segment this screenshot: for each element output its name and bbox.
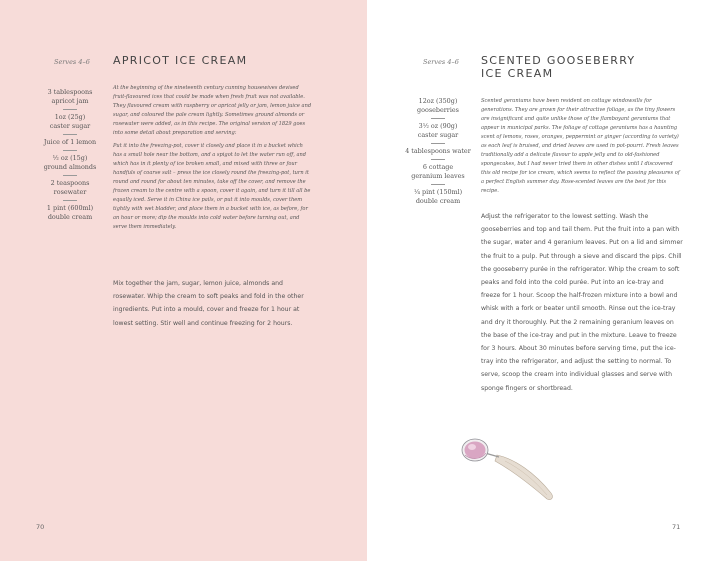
ice-cream-spoon-illustration-icon (455, 433, 575, 508)
ingredient-item: 2 teaspoons rosewater (50, 179, 90, 196)
recipe-title-line-2: ICE CREAM (481, 67, 554, 80)
ingredient-divider (431, 184, 445, 185)
recipe-method: Mix together the jam, sugar, lemon juice, almonds and rosewater. Whip the cream to soft peaks and fold in the other ingredients. Put into a mould, cover and freeze for 1 hour at lowest setting. Stir well and continue freezing for 2 hours. (113, 280, 304, 327)
ingredients-list (30, 88, 110, 222)
ingredient-item: 3½ oz (90g) caster sugar (417, 122, 459, 139)
serves-label: Serves 4–6 (54, 58, 90, 66)
intro-paragraph: At the beginning of the nineteenth century cunning housewives devised fruit-flavoured ices that could be made when fresh fruit was not available. They flavoured cream with raspberry or apricot jelly or jam, lemon juice and sugar, and coloured the pale cream lightly. Sometimes ground almonds or rosewater were added, as in this recipe. The original version of 1829 goes into some detail about preparation and serving: (113, 85, 312, 136)
ingredient-item: 12oz (350g) gooseberries (417, 97, 459, 114)
page-number: 71 (672, 523, 681, 531)
recipe-introduction (113, 84, 313, 236)
intro-paragraph: Scented geraniums have been resident on cottage windowsills for generations. They are grown for their attractive foliage, as the tiny flowers are insignificant and quite unlike those of the flamboyant geraniums that appear in municipal parks. The foliage of cottage geraniums has a haunting scent of lemons, roses, oranges, peppermint or ginger (according to variety) as each leaf is bruised, and dried leaves are used in pot-pourri. Fresh leaves traditionally add a delicate flavour to apple jelly and to old-fashioned spongecakes, but I had never tried them in other dishes until I discovered this old recipe for ice cream, which seems to reflect the passing pleasures of a perfect English summer day. Rose-scented leaves are the best for this recipe. (481, 98, 680, 194)
ingredient-item: 1oz (25g) caster sugar (49, 113, 91, 130)
ingredient-divider (431, 118, 445, 119)
ingredient-divider (63, 200, 77, 201)
ingredient-item: ¼ pint (150ml) double cream (413, 188, 463, 205)
recipe-title-line-1: SCENTED GOOSEBERRY (481, 54, 636, 67)
ingredient-divider (431, 159, 445, 160)
ingredient-divider (431, 143, 445, 144)
ingredient-item: 6 cottage geranium leaves (411, 163, 465, 180)
ingredients-list (401, 97, 475, 206)
ingredient-item: ½ oz (15g) ground almonds (43, 154, 97, 171)
right-page (367, 0, 710, 561)
ingredient-item: 1 pint (600ml) double cream (46, 204, 94, 221)
ingredient-divider (63, 150, 77, 151)
recipe-title (481, 54, 635, 80)
recipe-title: APRICOT ICE CREAM (113, 54, 248, 67)
historical-quote: Put it into the freezing-pot, cover it closely and place it in a bucket which has a small hole near the bottom, and a spigot to let the water run off, and which has in it plenty of ice broken small, and mixed with three or four handfuls of coarse salt – press the ice closely round the freezing-pot, turn it round and round for about ten minutes, take off the cover, and remove the frozen cream to the centre with a spoon, cover it again, and turn it till all be equally iced. Serve it in China ice pails, or put it into moulds, cover them tightly with wet bladder, and place them in a bucket with ice, as before, for an hour or more; dip the moulds into cold water before turning out, and serve them immediately. (113, 143, 311, 230)
serves-label: Serves 4–6 (423, 58, 459, 66)
ingredient-divider (63, 175, 77, 176)
ingredient-divider (63, 134, 77, 135)
recipe-introduction (481, 97, 681, 200)
ingredient-item: 3 tablespoons apricot jam (47, 88, 93, 105)
ingredient-item: Juice of 1 lemon (43, 138, 97, 146)
ingredient-item: 4 tablespoons water (405, 147, 471, 155)
ingredient-divider (63, 109, 77, 110)
page-number: 70 (36, 523, 45, 531)
recipe-method: Adjust the refrigerator to the lowest setting. Wash the gooseberries and top and tail them. Put the fruit into a pan with the sugar, water and 4 geranium leaves. Put on a lid and simmer the fruit to a pulp. Put through a sieve and discard the pips. Chill the gooseberry purée in the refrigerator. Whip the cream to soft peaks and fold into the cold purée. Put into an ice-tray and freeze for 1 hour. Scoop the half-frozen mixture into a bowl and whisk with a fork or beater until smooth. Rinse out the ice-tray and dry it thoroughly. Put the 2 remaining geranium leaves on the base of the ice-tray and put in the mixture. Leave to freeze for 3 hours. About 30 minutes before serving time, put the ice-tray into the refrigerator, and adjust the setting to normal. To serve, scoop the cream into individual glasses and serve with sponge fingers or shortbread. (481, 213, 683, 392)
